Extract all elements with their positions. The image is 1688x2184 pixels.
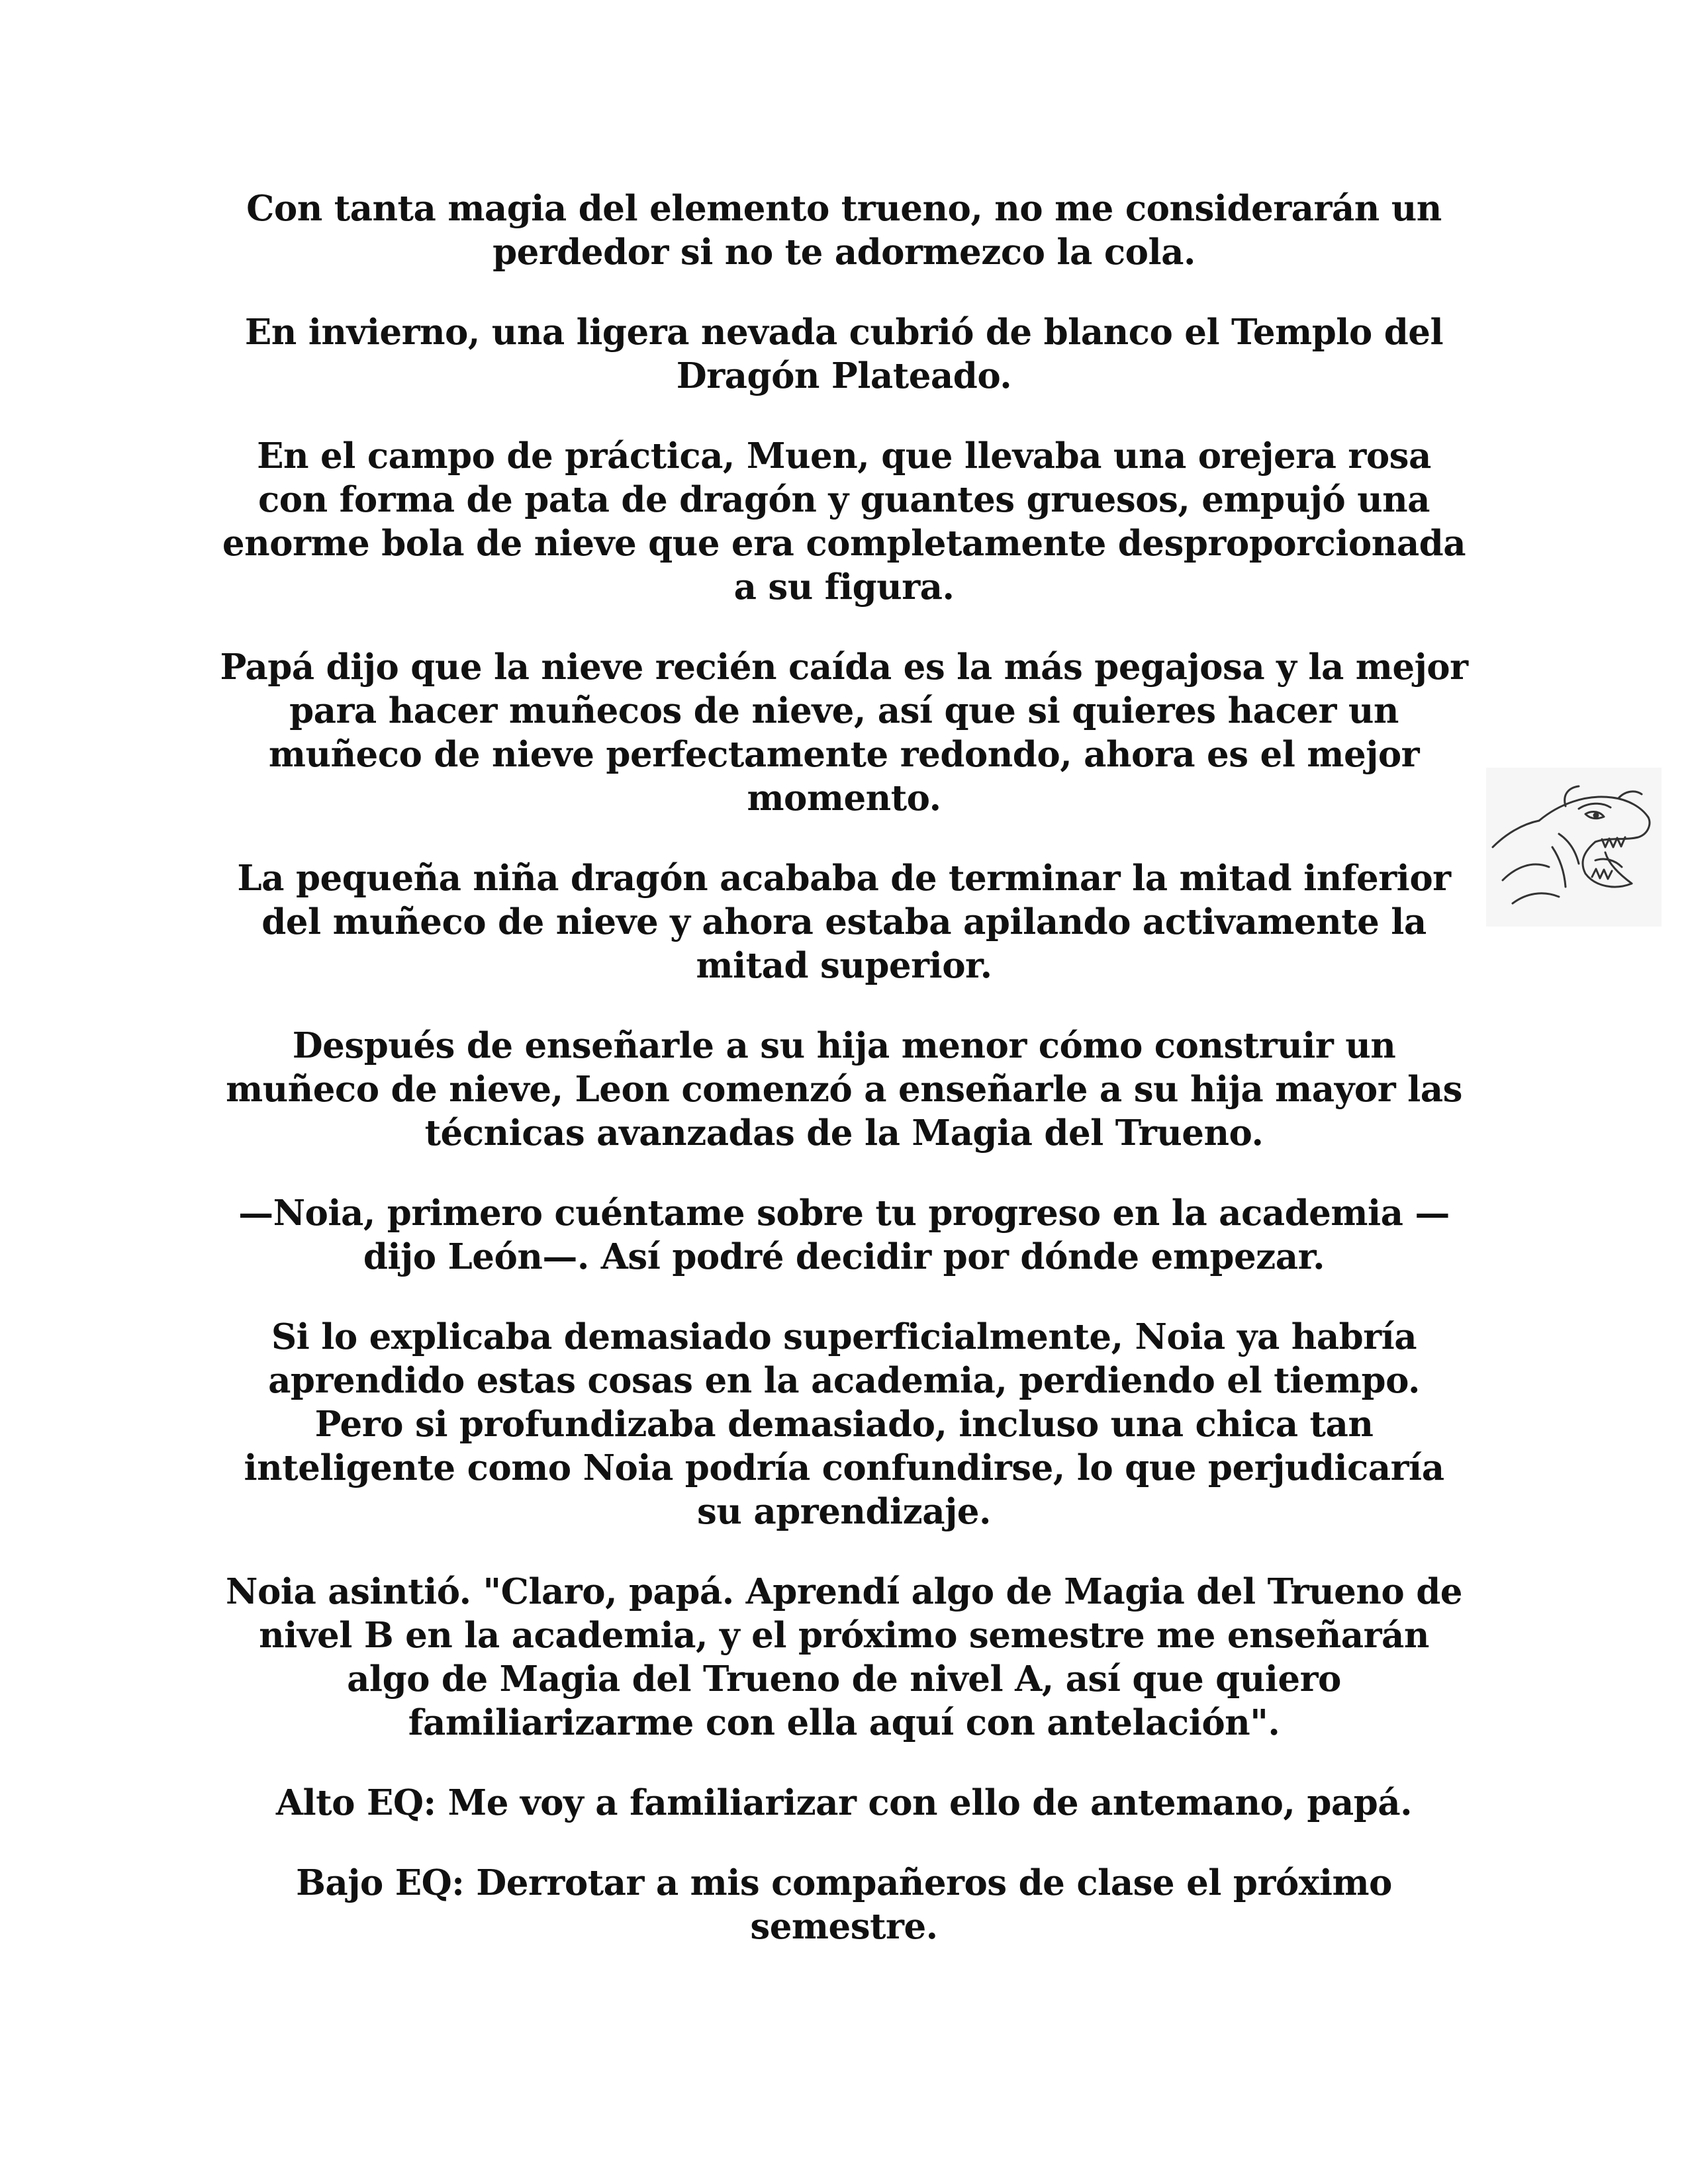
paragraph: Noia asintió. "Claro, papá. Aprendí algo de Magia del Trueno de nivel B en la academia, y el próximo semestre me enseñarán algo de Magia del Trueno de nivel A, así que quiero familiarizarme con ella aquí con antelación". [226, 1571, 1462, 1743]
paragraph: Alto EQ: Me voy a familiarizar con ello de antemano, papá. [275, 1782, 1413, 1823]
paragraph: Papá dijo que la nieve recién caída es la más pegajosa y la mejor para hacer muñecos de nieve, así que si quieres hacer un muñeco de nieve perfectamente redondo, ahora es el mejor momento. [220, 647, 1468, 819]
paragraph: Si lo explicaba demasiado superficialmente, Noia ya habría aprendido estas cosas en la academia, perdiendo el tiempo. Pero si profundizaba demasiado, incluso una chica tan inteligente como Noia podría confundirse, lo que perjudicaría su aprendizaje. [244, 1316, 1444, 1532]
paragraph: En el campo de práctica, Muen, que llevaba una orejera rosa con forma de pata de dragón y guantes gruesos, empujó una enorme bola de nieve que era completamente desproporcionada a su figura. [222, 435, 1466, 608]
document-body [218, 187, 1470, 1985]
paragraph: La pequeña niña dragón acababa de terminar la mitad inferior del muñeco de nieve y ahora estaba apilando activamente la mitad superior. [237, 858, 1451, 986]
dragon-head-icon [1486, 768, 1662, 927]
paragraph: Con tanta magia del elemento trueno, no me considerarán un perdedor si no te adormezco la cola. [246, 188, 1442, 273]
paragraph: En invierno, una ligera nevada cubrió de blanco el Templo del Dragón Plateado. [244, 312, 1444, 396]
paragraph: —Noia, primero cuéntame sobre tu progreso en la academia —dijo León—. Así podré decidir por dónde empezar. [238, 1193, 1450, 1277]
paragraph: Bajo EQ: Derrotar a mis compañeros de clase el próximo semestre. [296, 1862, 1392, 1947]
paragraph: Después de enseñarle a su hija menor cómo construir un muñeco de nieve, Leon comenzó a enseñarle a su hija mayor las técnicas avanzadas de la Magia del Trueno. [226, 1025, 1462, 1154]
